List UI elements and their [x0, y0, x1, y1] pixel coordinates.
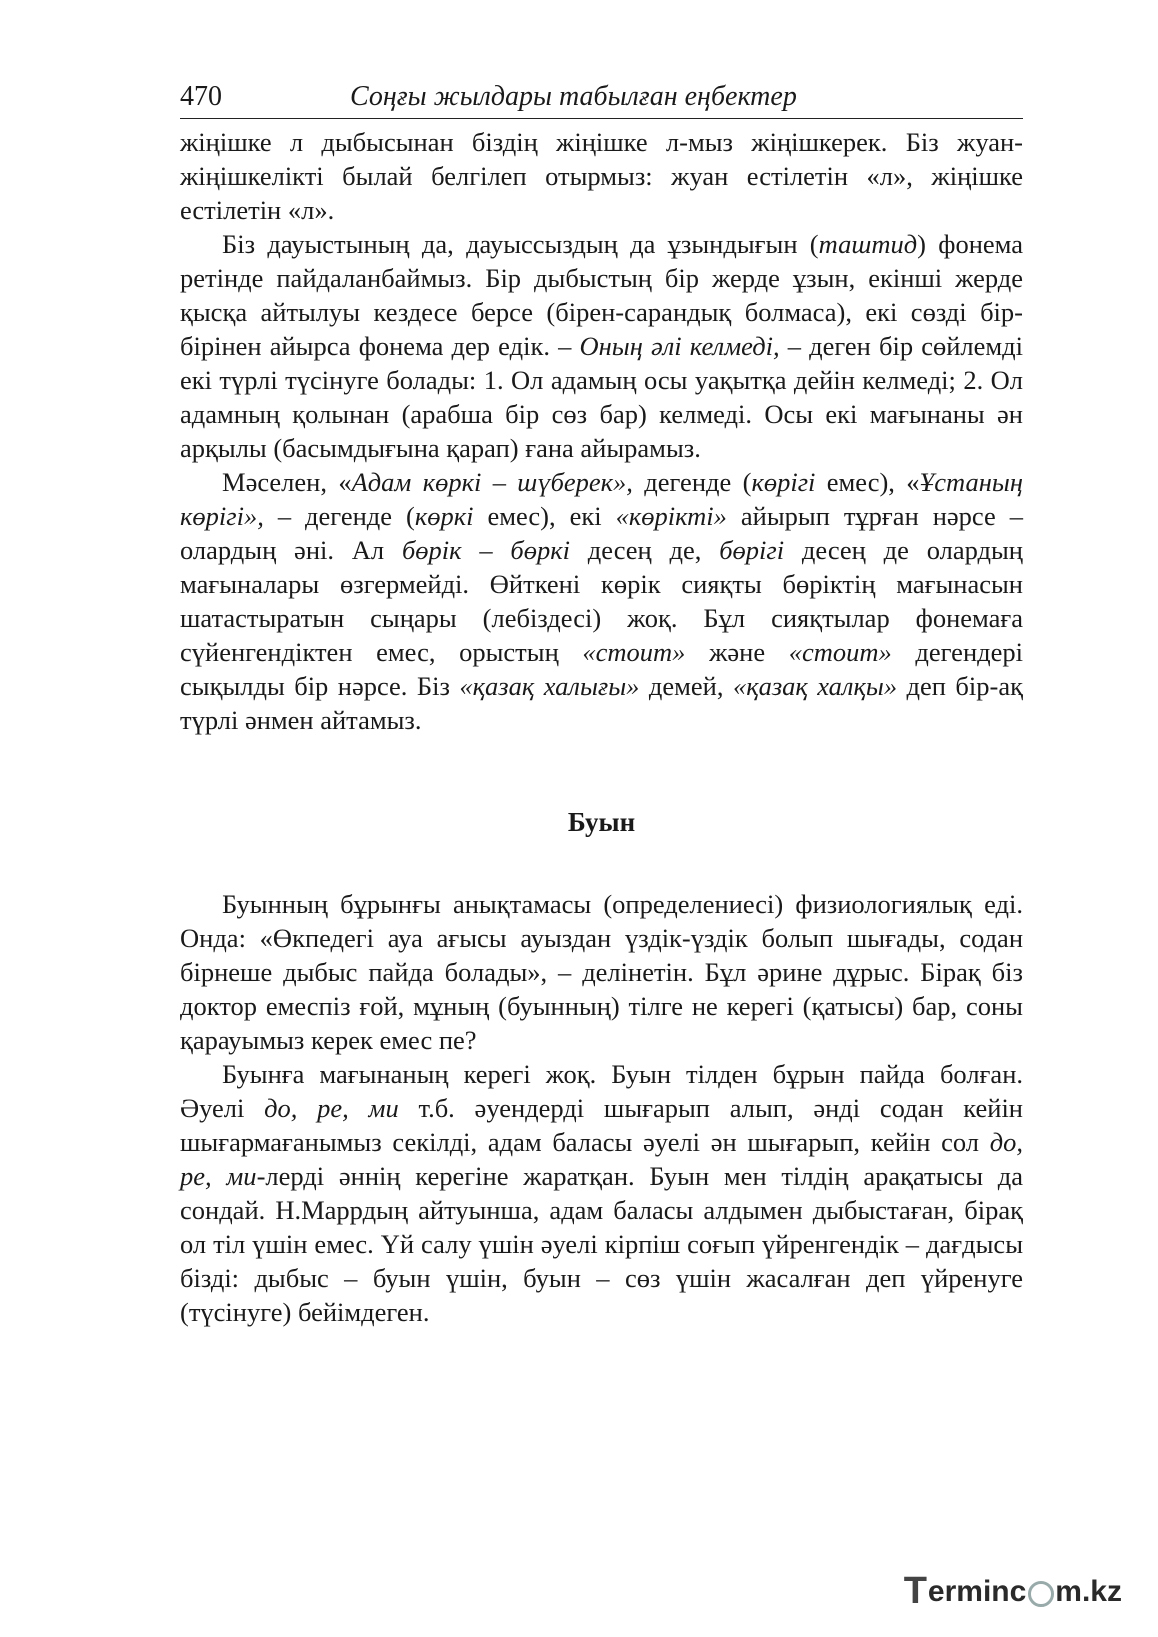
watermark-text-1: erminc — [927, 1574, 1027, 1608]
running-header — [180, 80, 1023, 119]
watermark-t: T — [903, 1570, 927, 1612]
paragraph-2: Біз дауыстының да, дауыссыздың да ұзындығын (таштид) фонема ретінде пайдаланбаймыз. Бір дыбыстың бір жерде ұзын, екінші жерде қысқа айтылуы кездесе берсе (бірен-сарандық болмаса), екі сөзді бір-бірінен айырса фонема дер едік. – Оның әлі келмеді, – деген бір сөйлемді екі түрлі түсінуге болады: 1. Ол адамың осы уақытқа дейін келмеді; 2. Ол адамның қолынан (арабша бір сөз бар) келмеді. Осы екі мағынаны ән арқылы (басымдығына қарап) ғана айырамыз. — [180, 229, 1023, 463]
paragraph-4: Буынның бұрынғы анықтамасы (определениесі) физиологиялық еді. Онда: «Өкпедегі ауа ағысы ауыздан үздік-үздік болып шығады, содан бірнеше дыбыс пайда болады», – делінетін. Бұл әрине дұрыс. Бірақ біз доктор емеспіз ғой, мұның (буынның) тілге не керегі (қатысы) бар, соны қарауымыз керек емес пе? — [180, 889, 1023, 1055]
running-title: Соңғы жылдары табылған еңбектер — [350, 81, 797, 112]
body-text — [180, 125, 1023, 1329]
watermark-text-2: m.kz — [1055, 1574, 1122, 1608]
paragraph-3: Мәселен, «Адам көркі – шүберек», дегенде (көрігі емес), «Ұстаның көрігі», – дегенде (көркі емес), екі «көрікті» айырып тұрған нәрсе – олардың әні. Ал бөрік – бөркі десең де, бөрігі десең де олардың мағыналары өзгермейді. Өйткені көрік сияқты бөріктің мағынасын шатастыратын сыңары (лебіздесі) жоқ. Бұл сияқтылар фонемаға сүйенгендіктен емес, орыстың «стоит» және «стоит» дегендері сықылды бір нәрсе. Біз «қазақ халығы» демей, «қазақ халқы» деп бір-ақ түрлі әнмен айтамыз. — [180, 467, 1024, 735]
site-watermark — [904, 1570, 1122, 1613]
paragraph-5: Буынға мағынаның керегі жоқ. Буын тілден бұрын пайда болған. Әуелі до, ре, ми т.б. әуендерді шығарып алып, әнді содан кейін шығармағанымыз секілді, адам баласы әуелі ән шығарып, кейін сол до, ре, ми-лерді әннің керегіне жаратқан. Буын мен тілдің арақатысы да сондай. Н.Маррдың айтуынша, адам баласы алдымен дыбыстаған, бірақ ол тіл үшін емес. Үй салу үшін әуелі кірпіш соғып үйренгендік – дағдысы бізді: дыбыс – буын үшін, буын – сөз үшін жасалған деп үйренуге (түсінуге) бейімдеген. — [180, 1059, 1023, 1327]
paragraph-1: жіңішке л дыбысынан біздің жіңішке л-мыз жіңішкерек. Біз жуан-жіңішкелікті былай белгілеп отырмыз: жуан естілетін «л», жіңішке естілетін «л». — [180, 127, 1023, 225]
page-number: 470 — [180, 81, 222, 112]
magnifier-icon — [1028, 1581, 1054, 1607]
section-heading: Буын — [567, 807, 636, 837]
document-page — [180, 80, 1023, 1329]
